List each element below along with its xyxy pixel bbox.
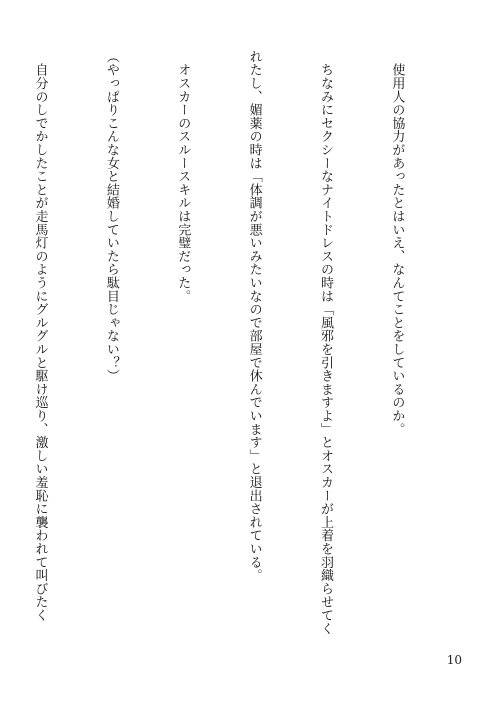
page-number: 10 bbox=[446, 653, 462, 667]
text-line: オスカーのスルースキルは完璧だった。 bbox=[175, 50, 191, 303]
text-line: ちなみにセクシーなナイトドレスの時は「風邪を引きますよ」とオスカーが上着を羽織らせてく bbox=[318, 50, 334, 636]
body-text bbox=[32, 50, 456, 650]
text-line: 自分のしでかしたことが走馬灯のようにグルグルと駆け巡り、激しい羞恥に襲われて叫びたく bbox=[32, 50, 48, 622]
text-line: 使用人の協力があったとはいえ、なんてことをしているのか。 bbox=[389, 50, 405, 436]
text-line: （やっぱりこんな女と結婚していたら駄目じゃない？） bbox=[103, 50, 119, 383]
text-line: れたし、媚薬の時は「体調が悪いみたいなので部屋で休んでいます」と退出されている。 bbox=[246, 50, 262, 582]
